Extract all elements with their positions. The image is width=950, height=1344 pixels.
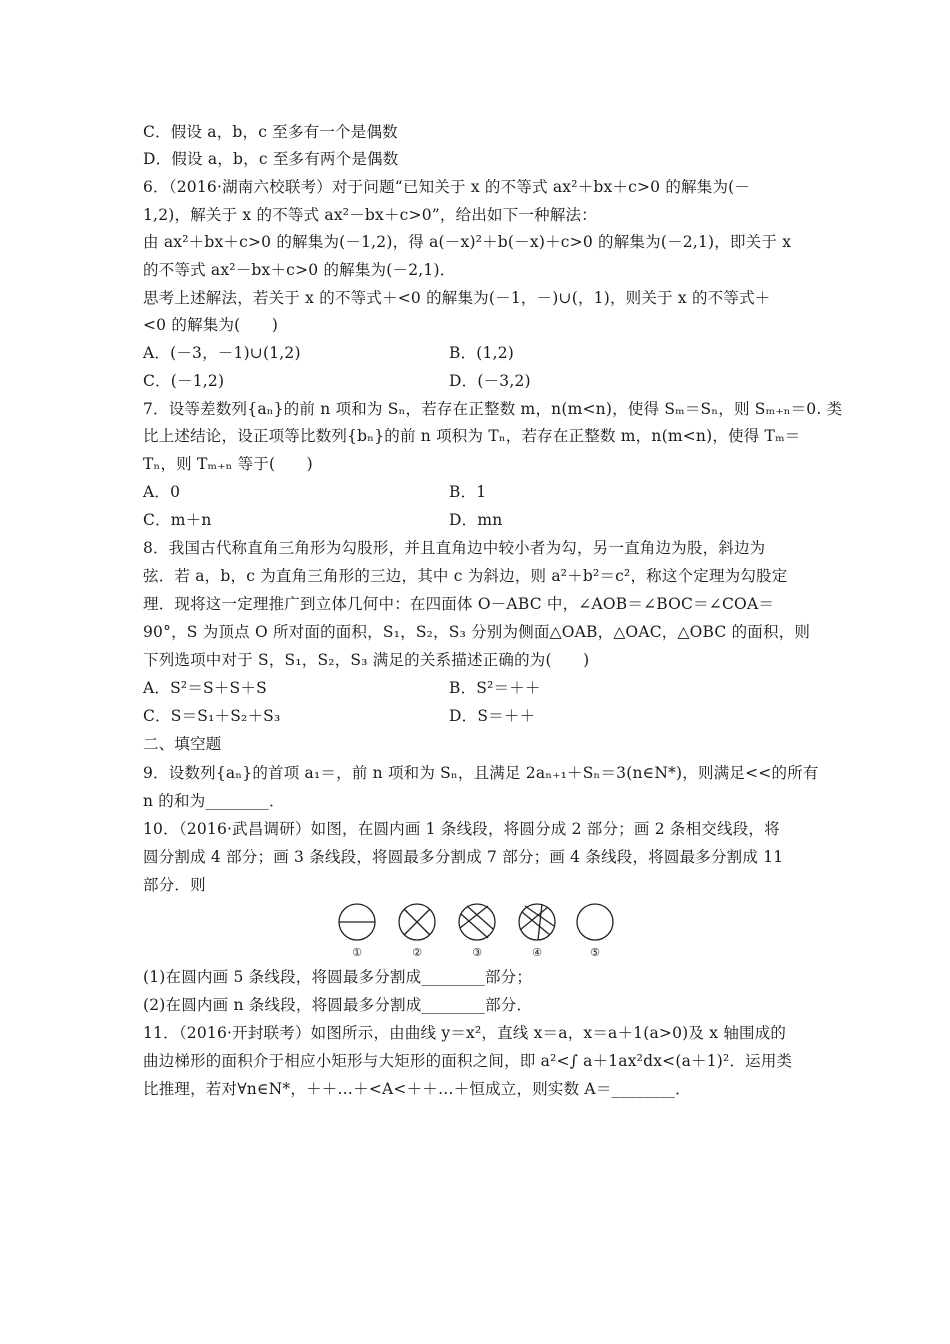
circle-3 <box>459 904 495 940</box>
q8-option-d: D．S＝＋＋ <box>449 707 536 725</box>
q8-text-line: 下列选项中对于 S，S₁，S₂，S₃ 满足的关系描述正确的为( ) <box>143 651 590 669</box>
q7-option-d: D．mn <box>449 511 503 529</box>
q11-text-line: 11．（2016·开封联考）如图所示，由曲线 y＝x²，直线 x＝a，x＝a＋1(a>0)及 x 轴围成的 <box>143 1024 787 1042</box>
q6-text-line: <0 的解集为( ) <box>143 316 279 334</box>
q10-sub-1: (1)在圆内画 5 条线段，将圆最多分割成________部分； <box>143 968 533 986</box>
q6-text-line: 思考上述解法，若关于 x 的不等式＋<0 的解集为(－1，－)∪(，1)，则关于 x 的不等式＋ <box>143 289 771 307</box>
q8-option-b: B．S²＝＋＋ <box>449 679 541 697</box>
q6-option-a: A．(－3，－1)∪(1,2) <box>143 344 301 362</box>
q10-sub-2: (2)在圆内画 n 条线段，将圆最多分割成________部分． <box>143 996 533 1014</box>
q7-text-line: Tₙ，则 Tₘ₊ₙ 等于( ) <box>143 455 313 473</box>
q6-text-line: 的不等式 ax²－bx＋c>0 的解集为(－2,1)． <box>143 261 456 279</box>
q6-text-line: 6．（2016·湖南六校联考）对于问题“已知关于 x 的不等式 ax²＋bx＋c>0 的解集为(－ <box>143 178 751 196</box>
q8-option-a: A．S²＝S＋S＋S <box>143 679 267 697</box>
q6-option-b: B．(1,2) <box>449 344 515 362</box>
q7-option-b: B．1 <box>449 483 487 501</box>
segment <box>538 904 542 940</box>
q8-text-line: 8．我国古代称直角三角形为勾股形，并且直角边中较小者为勾，另一直角边为股，斜边为 <box>143 539 766 557</box>
segment <box>522 912 550 935</box>
q10-text-line: 部分．则 <box>143 876 206 894</box>
section-heading: 二、填空题 <box>143 735 222 753</box>
q11-text-line: 曲边梯形的面积介于相应小矩形与大矩形的面积之间，即 a²<∫ a＋1ax²dx<(a＋1)²．运用类 <box>143 1052 793 1070</box>
q11-text-line: 比推理，若对∀n∈N*，＋＋…＋<A<＋＋…＋恒成立，则实数 A＝________． <box>143 1080 691 1098</box>
figure-label-3: ③ <box>472 946 482 959</box>
q6-text-line: 由 ax²＋bx＋c>0 的解集为(－1,2)，得 a(－x)²＋b(－x)＋c>0 的解集为(－2,1)，即关于 x <box>143 233 792 251</box>
q8-option-c: C．S＝S₁＋S₂＋S₃ <box>143 707 281 725</box>
figure-label-1: ① <box>352 946 362 959</box>
q6-text-line: 1,2)，解关于 x 的不等式 ax²－bx＋c>0”，给出如下一种解法： <box>143 206 597 224</box>
q8-text-line: 理．现将这一定理推广到立体几何中：在四面体 O－ABC 中，∠AOB＝∠BOC＝∠COA＝ <box>143 595 775 613</box>
q5-option-c: C．假设 a，b，c 至多有一个是偶数 <box>143 123 398 141</box>
q7-option-c: C．m＋n <box>143 511 212 529</box>
q8-text-line: 90°，S 为顶点 O 所对面的面积，S₁，S₂，S₃ 分别为侧面△OAB，△OAC，△OBC 的面积，则 <box>143 623 811 641</box>
circle-5 <box>577 904 613 940</box>
q8-text-line: 弦．若 a，b，c 为直角三角形的三边，其中 c 为斜边，则 a²＋b²＝c²，称这个定理为勾股定 <box>143 567 788 585</box>
figure-label-4: ④ <box>532 946 542 959</box>
circle-division-figure <box>330 902 630 960</box>
q9-text-line: n 的和为________． <box>143 792 285 810</box>
figure-label-2: ② <box>412 946 422 959</box>
q7-option-a: A．0 <box>143 483 181 501</box>
q5-option-d: D．假设 a，b，c 至多有两个是偶数 <box>143 150 399 168</box>
q7-text-line: 7．设等差数列{aₙ}的前 n 项和为 Sₙ，若存在正整数 m，n(m<n)，使得 Sₘ＝Sₙ，则 Sₘ₊ₙ＝0. 类 <box>143 400 843 418</box>
segment <box>461 914 488 938</box>
q9-text-line: 9．设数列{aₙ}的首项 a₁＝，前 n 项和为 Sₙ，且满足 2aₙ₊₁＋Sₙ＝3(n∈N*)，则满足<<的所有 <box>143 764 819 782</box>
figure-label-5: ⑤ <box>590 946 600 959</box>
q7-text-line: 比上述结论，设正项等比数列{bₙ}的前 n 项积为 Tₙ，若存在正整数 m，n(m<n)，使得 Tₘ＝ <box>143 427 801 445</box>
q6-option-d: D．(－3,2) <box>449 372 531 390</box>
q6-option-c: C．(－1,2) <box>143 372 225 390</box>
q10-text-line: 10．（2016·武昌调研）如图，在圆内画 1 条线段，将圆分成 2 部分；画 2 条相交线段，将 <box>143 820 780 838</box>
q10-text-line: 圆分割成 4 部分；画 3 条线段，将圆最多分割成 7 部分；画 4 条线段，将圆最多分割成 11 <box>143 848 784 866</box>
